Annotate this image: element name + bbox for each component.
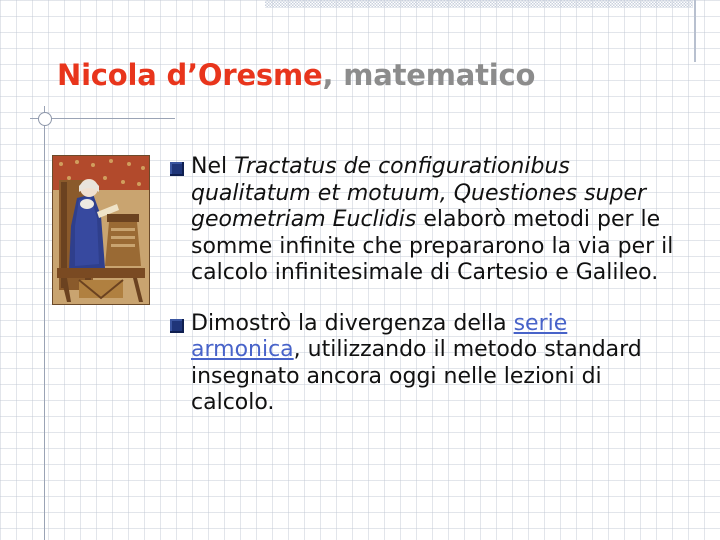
serie-armonica-link[interactable]: serie armonica <box>191 310 568 362</box>
square-bullet-icon <box>170 162 184 176</box>
oresme-portrait-image <box>52 155 150 305</box>
bullet-item-1 <box>170 154 675 287</box>
bullet-item-2 <box>170 311 675 417</box>
bullet-text-2 <box>191 311 675 417</box>
treatise-titles: Tractatus de configurationibus qualitatum et motuum, Questiones super geometriam Euclidis <box>191 154 647 232</box>
bullet-list <box>170 154 675 441</box>
title-suffix: , matematico <box>322 58 536 92</box>
decorative-right-line <box>694 0 696 62</box>
vertical-rule <box>44 106 45 540</box>
bullet-text-1 <box>191 154 675 287</box>
bullet-2-prefix: Dimostrò la divergenza della <box>191 310 514 336</box>
slide-title <box>57 58 535 92</box>
square-bullet-icon <box>170 319 184 333</box>
ring-ornament <box>38 112 52 126</box>
bullet-1-prefix: Nel <box>191 154 235 179</box>
title-name: Nicola d’Oresme <box>57 58 323 92</box>
bullet-2-suffix: , utilizzando il metodo standard insegnato ancora oggi nelle lezioni di calcolo. <box>191 337 642 415</box>
bullet-1-suffix: elaborò metodi per le somme infinite che prepararono la via per il calcolo infinitesimale di Cartesio e Galileo. <box>191 207 674 285</box>
decorative-top-bar <box>265 0 693 8</box>
